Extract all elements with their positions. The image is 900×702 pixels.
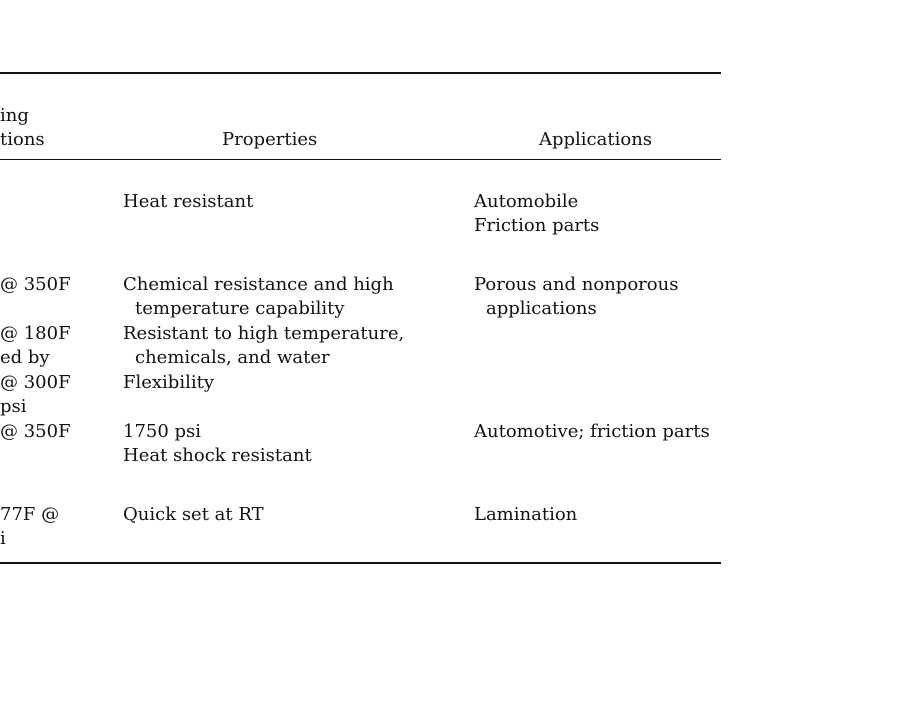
- header-left-line1: ing: [0, 105, 29, 126]
- table-top-rule: [0, 72, 721, 74]
- table-cell-applications: applications: [486, 298, 597, 319]
- table-bottom-rule: [0, 562, 721, 564]
- table-cell-applications: Automobile: [474, 191, 579, 212]
- table-cell-applications: Automotive; friction parts: [474, 421, 710, 442]
- table-cell-properties: Heat shock resistant: [123, 445, 312, 466]
- table-cell-applications: Friction parts: [474, 215, 600, 236]
- table-cell-left: ed by: [0, 347, 50, 368]
- table-cell-applications: Lamination: [474, 504, 578, 525]
- table-cell-left: i: [0, 528, 6, 549]
- table-cell-properties: Flexibility: [123, 372, 215, 393]
- table-cell-properties: Quick set at RT: [123, 504, 264, 525]
- table-cell-properties: temperature capability: [135, 298, 345, 319]
- table-cell-properties: Resistant to high temperature,: [123, 323, 405, 344]
- table-cell-properties: chemicals, and water: [135, 347, 330, 368]
- table-cell-left: @ 350F: [0, 274, 71, 295]
- table-cell-properties: Chemical resistance and high: [123, 274, 394, 295]
- table-cell-left: @ 350F: [0, 421, 71, 442]
- header-properties: Properties: [222, 129, 318, 150]
- header-rule: [0, 159, 721, 160]
- header-left-line2: tions: [0, 129, 45, 150]
- header-applications: Applications: [539, 129, 653, 150]
- table-cell-applications: Porous and nonporous: [474, 274, 679, 295]
- table-cell-properties: Heat resistant: [123, 191, 254, 212]
- table-cell-properties: 1750 psi: [123, 421, 202, 442]
- table-cell-left: @ 180F: [0, 323, 71, 344]
- table-cell-left: @ 300F: [0, 372, 71, 393]
- table-cell-left: 77F @: [0, 504, 60, 525]
- table-cell-left: psi: [0, 396, 27, 417]
